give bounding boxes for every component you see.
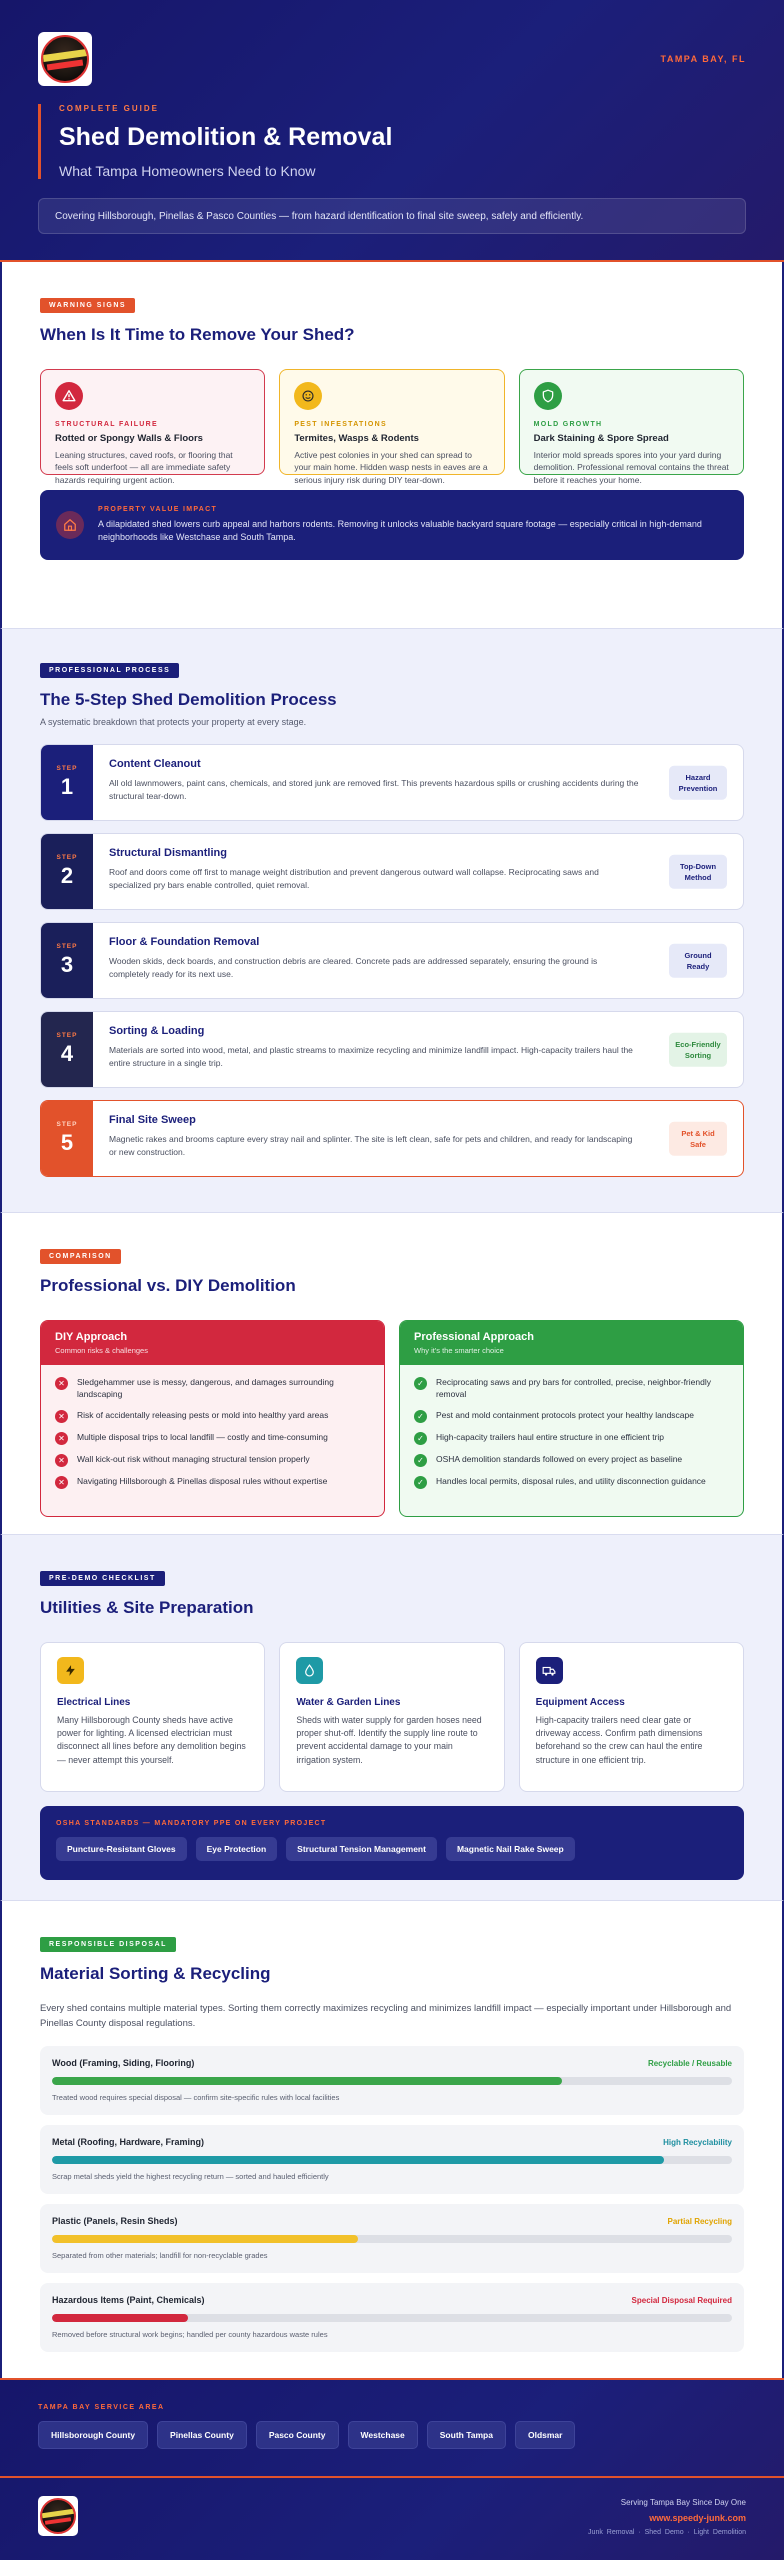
column-subtitle: Why it's the smarter choice [414, 1346, 504, 1355]
list-item [55, 1377, 370, 1401]
card-title: Termites, Wasps & Rodents [294, 433, 419, 444]
utility-card-water [279, 1642, 504, 1792]
footer [0, 2378, 784, 2560]
list-item [414, 1454, 729, 1467]
material-name: Plastic (Panels, Resin Sheds) [52, 2216, 178, 2227]
list-item [414, 1377, 729, 1401]
recycling-intro: Every shed contains multiple material types. Sorting them correctly maximizes recycling and minimizes landfill impact — especially important under Hillsborough and Pinellas County disposal regulations. [40, 2003, 732, 2029]
card-title: Equipment Access [535, 1697, 625, 1708]
step-text: All old lawnmowers, paint cans, chemicals, and stored junk are removed first. This prevents hazardous spills or crushing accidents during the structural tear-down. [109, 778, 639, 801]
section-badge: COMPARISON [40, 1249, 121, 1264]
column-title: Professional Approach [414, 1331, 535, 1343]
step-text: Wooden skids, deck boards, and construction debris are cleared. Concrete pads are addressed separately, ensuring the ground is completely ready for its next use. [109, 956, 598, 979]
property-value-callout [40, 490, 744, 560]
step-number-block [41, 834, 93, 909]
warning-icon [55, 382, 83, 410]
section-badge: PRE-DEMO CHECKLIST [40, 1571, 165, 1586]
step-label: STEP [56, 943, 78, 950]
footer-tagline: Serving Tampa Bay Since Day One [620, 2498, 746, 2507]
service-area-chip[interactable]: South Tampa [427, 2421, 506, 2449]
recycling-section [0, 1900, 784, 2378]
column-subtitle: Common risks & challenges [55, 1346, 148, 1355]
card-eyebrow: MOLD GROWTH [533, 421, 603, 428]
service-area-chip[interactable]: Hillsborough County [38, 2421, 148, 2449]
website-link[interactable]: www.speedy-junk.com [649, 2513, 746, 2523]
card-text: Active pest colonies in your shed can spread to your main home. Hidden wasp nests in eaves are a serious injury risk during DIY tear-down. [294, 450, 488, 485]
step-label: STEP [56, 765, 78, 772]
process-step [40, 744, 744, 821]
utility-cards [40, 1642, 744, 1792]
check-icon: ✓ [414, 1410, 427, 1423]
service-area [0, 2380, 784, 2449]
item-text: Sledgehammer use is messy, dangerous, and damages surrounding landscaping [77, 1377, 334, 1399]
step-tag: Ground Ready [669, 943, 727, 978]
hero-header [0, 0, 784, 262]
service-links: Junk Removal · Shed Demo · Light Demolition [588, 2529, 746, 2536]
recyclability-bar [52, 2314, 732, 2322]
card-eyebrow: STRUCTURAL FAILURE [55, 421, 158, 428]
check-icon: ✓ [414, 1476, 427, 1489]
card-text: High-capacity trailers need clear gate or driveway access. Confirm path dimensions beforehand so the crew can haul the entire structure in one efficient trip. [535, 1715, 703, 1765]
material-status: High Recyclability [663, 2137, 732, 2147]
step-title: Floor & Foundation Removal [109, 936, 260, 948]
x-icon: ✕ [55, 1410, 68, 1423]
step-title: Final Site Sweep [109, 1114, 196, 1126]
step-number: 1 [60, 774, 74, 799]
material-note: Separated from other materials; landfill for non-recyclable grades [52, 2251, 268, 2261]
service-area-chip[interactable]: Westchase [348, 2421, 418, 2449]
material-note: Removed before structural work begins; handled per county hazardous waste rules [52, 2330, 328, 2340]
step-number-block [41, 923, 93, 998]
step-text: Materials are sorted into wood, metal, and plastic streams to maximize recycling and minimize landfill impact. High-capacity trailers haul the entire structure in a single trip. [109, 1045, 633, 1068]
step-title: Structural Dismantling [109, 847, 227, 859]
hero-eyebrow: COMPLETE GUIDE [59, 104, 160, 113]
x-icon: ✕ [55, 1377, 68, 1390]
material-status: Special Disposal Required [631, 2295, 732, 2305]
service-eyebrow: TAMPA BAY SERVICE AREA [38, 2404, 165, 2411]
card-text: Interior mold spreads spores into your yard during demolition. Professional removal contains the threat before it reaches your home. [533, 450, 729, 485]
page-title: Shed Demolition & Removal [59, 123, 393, 151]
comparison-section [0, 1212, 784, 1534]
hero-title-block [38, 104, 392, 179]
recyclability-bar [52, 2077, 732, 2085]
ppe-chip: Structural Tension Management [286, 1837, 437, 1861]
coverage-banner: Covering Hillsborough, Pinellas & Pasco Counties — from hazard identification to final site sweep, safely and efficiently. [38, 198, 746, 234]
section-badge: RESPONSIBLE DISPOSAL [40, 1937, 176, 1952]
service-chips [38, 2421, 746, 2449]
ppe-chip: Eye Protection [196, 1837, 278, 1861]
material-status: Partial Recycling [667, 2216, 732, 2226]
recyclability-fill [52, 2156, 664, 2164]
check-icon: ✓ [414, 1377, 427, 1390]
step-tag: Eco-Friendly Sorting [669, 1032, 727, 1067]
list-item [55, 1432, 370, 1445]
material-row [40, 2125, 744, 2194]
list-item [55, 1476, 370, 1489]
list-item [414, 1410, 729, 1423]
step-number-block [41, 1012, 93, 1087]
recyclability-bar [52, 2156, 732, 2164]
step-number-block [41, 745, 93, 820]
item-text: Handles local permits, disposal rules, and utility disconnection guidance [436, 1475, 706, 1486]
card-text: Leaning structures, caved roofs, or flooring that feels soft underfoot — all are immediate safety hazards requiring urgent action. [55, 450, 233, 485]
recycling-list [40, 2046, 744, 2352]
shield-icon [534, 382, 562, 410]
location-label: TAMPA BAY, FL [660, 54, 746, 64]
item-text: OSHA demolition standards followed on every project as baseline [436, 1453, 683, 1464]
process-step [40, 1100, 744, 1177]
column-title: DIY Approach [55, 1331, 128, 1343]
footer-logo[interactable] [38, 2496, 78, 2536]
step-tag: Pet & Kid Safe [669, 1121, 727, 1156]
ppe-chip: Puncture-Resistant Gloves [56, 1837, 187, 1861]
step-text: Magnetic rakes and brooms capture every stray nail and splinter. The site is left clean, safe for pets and children, and ready for landscaping or new construction. [109, 1134, 633, 1157]
callout-text: A dilapidated shed lowers curb appeal and harbors rodents. Removing it unlocks valuable backyard square footage — especially critical in high-demand neighborhoods like Westchase and South Tampa. [98, 518, 702, 542]
check-icon: ✓ [414, 1432, 427, 1445]
step-tag: Hazard Prevention [669, 765, 727, 800]
recyclability-bar [52, 2235, 732, 2243]
item-text: Pest and mold containment protocols protect your healthy landscape [436, 1409, 694, 1420]
pest-icon [294, 382, 322, 410]
card-title: Dark Staining & Spore Spread [533, 433, 669, 444]
diy-column [40, 1320, 385, 1517]
step-number: 3 [60, 952, 74, 977]
company-logo[interactable] [38, 32, 92, 86]
card-title: Rotted or Spongy Walls & Floors [55, 433, 203, 444]
utility-card-electrical [40, 1642, 265, 1792]
section-subtitle: A systematic breakdown that protects your property at every stage. [40, 717, 307, 727]
page-subtitle: What Tampa Homeowners Need to Know [59, 163, 316, 179]
material-note: Scrap metal sheds yield the highest recycling return — sorted and hauled efficiently [52, 2172, 329, 2182]
check-icon: ✓ [414, 1454, 427, 1467]
x-icon: ✕ [55, 1476, 68, 1489]
process-step [40, 1011, 744, 1088]
section-title: Utilities & Site Preparation [40, 1598, 254, 1617]
ppe-chips [56, 1837, 728, 1861]
home-icon [56, 511, 84, 539]
item-text: Navigating Hillsborough & Pinellas disposal rules without expertise [77, 1475, 328, 1486]
service-area-chip[interactable]: Pasco County [256, 2421, 339, 2449]
card-title: Water & Garden Lines [296, 1697, 401, 1708]
list-item [55, 1454, 370, 1467]
item-text: Wall kick-out risk without managing structural tension properly [77, 1453, 310, 1464]
material-status: Recyclable / Reusable [647, 2058, 732, 2068]
section-title: The 5-Step Shed Demolition Process [40, 690, 337, 709]
material-name: Wood (Framing, Siding, Flooring) [52, 2058, 195, 2069]
section-title: When Is It Time to Remove Your Shed? [40, 325, 355, 344]
card-title: Electrical Lines [57, 1697, 131, 1708]
section-title: Professional vs. DIY Demolition [40, 1276, 296, 1295]
list-item [414, 1432, 729, 1445]
step-tag: Top-Down Method [669, 854, 727, 889]
step-text: Roof and doors come off first to manage weight distribution and prevent dangerous outward wall collapse. Reciprocating saws and specialized pry bars enable controlled, quiet removal. [109, 867, 599, 890]
list-item [55, 1410, 370, 1423]
warning-card-pests [279, 369, 504, 485]
material-row [40, 2283, 744, 2352]
card-text: Many Hillsborough County sheds have active power for lighting. A licensed electrician must disconnect all lines before any demolition begins — never attempt this yourself. [57, 1715, 246, 1765]
checklist-section [0, 1534, 784, 1900]
ppe-chip: Magnetic Nail Rake Sweep [446, 1837, 575, 1861]
material-name: Hazardous Items (Paint, Chemicals) [52, 2295, 205, 2306]
step-number: 5 [60, 1130, 74, 1155]
osha-eyebrow: OSHA STANDARDS — MANDATORY PPE ON EVERY PROJECT [56, 1820, 327, 1827]
x-icon: ✕ [55, 1454, 68, 1467]
material-row [40, 2204, 744, 2273]
item-text: Risk of accidentally releasing pests or mold into healthy yard areas [77, 1409, 329, 1420]
footer-divider [0, 2476, 784, 2478]
step-number-block [41, 1101, 93, 1176]
step-title: Sorting & Loading [109, 1025, 205, 1037]
lightning-icon [57, 1657, 84, 1684]
warning-card-mold [519, 369, 744, 485]
step-label: STEP [56, 1032, 78, 1039]
list-item [414, 1476, 729, 1489]
recyclability-fill [52, 2235, 358, 2243]
truck-icon [536, 1657, 563, 1684]
warning-section [0, 262, 784, 628]
service-area-chip[interactable]: Oldsmar [515, 2421, 576, 2449]
step-label: STEP [56, 854, 78, 861]
item-text: Reciprocating saws and pry bars for controlled, precise, neighbor-friendly removal [436, 1377, 711, 1399]
section-badge: WARNING SIGNS [40, 298, 135, 313]
warning-card-structural [40, 369, 265, 485]
water-drop-icon [296, 1657, 323, 1684]
material-row [40, 2046, 744, 2115]
process-steps [40, 744, 744, 1177]
step-title: Content Cleanout [109, 758, 201, 770]
card-text: Sheds with water supply for garden hoses need proper shut-off. Identify the supply line route to prevent accidental damage to your main irrigation system. [296, 1715, 482, 1765]
footer-info [588, 2498, 746, 2536]
process-step [40, 922, 744, 999]
section-title: Material Sorting & Recycling [40, 1964, 271, 1983]
step-label: STEP [56, 1121, 78, 1128]
process-step [40, 833, 744, 910]
comparison-columns [40, 1320, 744, 1517]
warning-cards [40, 369, 744, 485]
item-text: High-capacity trailers haul entire structure in one efficient trip [436, 1431, 665, 1442]
material-note: Treated wood requires special disposal — confirm site-specific rules with local facilities [52, 2093, 340, 2103]
recyclability-fill [52, 2314, 188, 2322]
step-number: 2 [60, 863, 74, 888]
callout-eyebrow: PROPERTY VALUE IMPACT [98, 505, 218, 513]
step-number: 4 [60, 1041, 74, 1066]
card-eyebrow: PEST INFESTATIONS [294, 421, 387, 428]
item-text: Multiple disposal trips to local landfill — costly and time-consuming [77, 1431, 328, 1442]
x-icon: ✕ [55, 1432, 68, 1445]
service-area-chip[interactable]: Pinellas County [157, 2421, 247, 2449]
material-name: Metal (Roofing, Hardware, Framing) [52, 2137, 205, 2148]
osha-ppe-box [40, 1806, 744, 1880]
utility-card-access [519, 1642, 744, 1792]
pro-column [399, 1320, 744, 1517]
process-section [0, 628, 784, 1212]
recyclability-fill [52, 2077, 562, 2085]
section-badge: PROFESSIONAL PROCESS [40, 663, 179, 678]
